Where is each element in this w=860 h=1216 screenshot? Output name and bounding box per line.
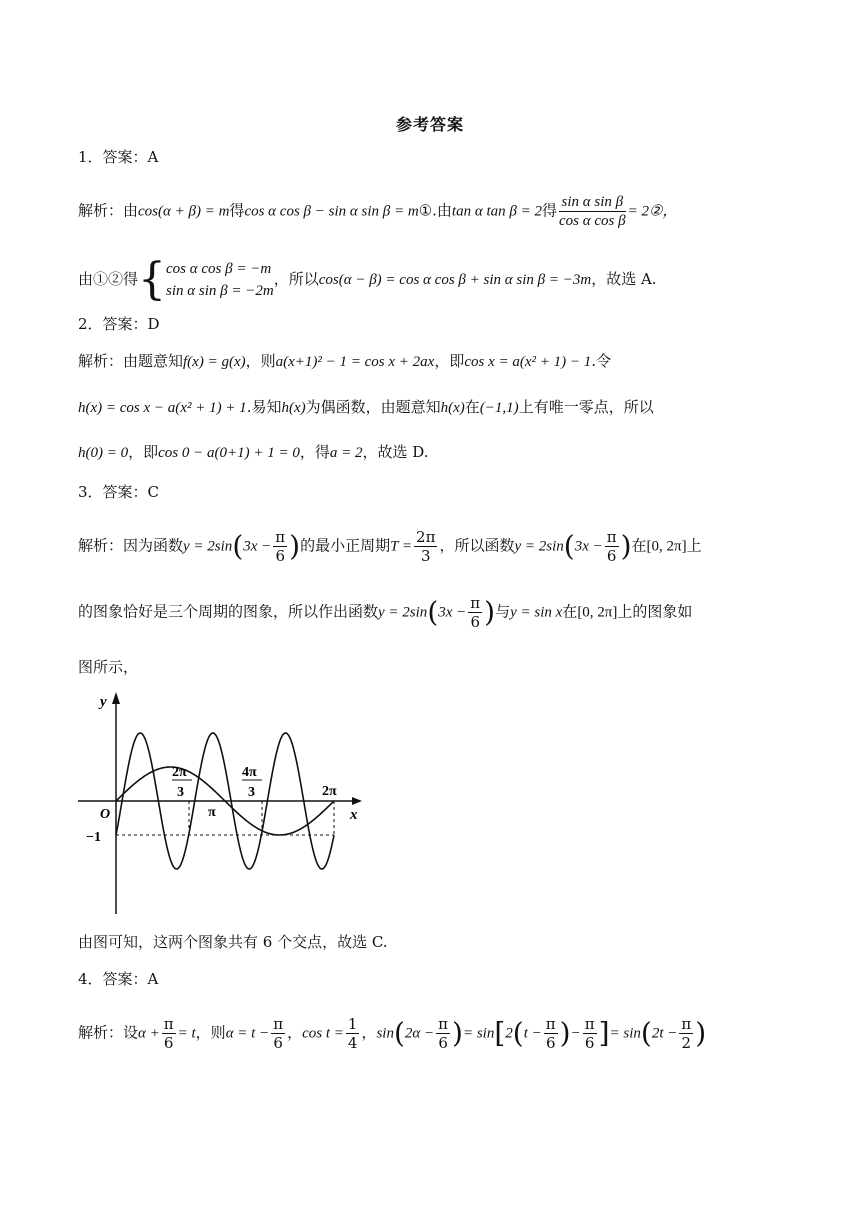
two-den: 2: [681, 1034, 692, 1052]
paren-close: ): [620, 529, 632, 563]
q2-text-a: 解析：由题意知: [78, 352, 184, 370]
q4-answer: 4．答案：A: [78, 970, 159, 988]
q4-pi-over-6-c: [436, 1015, 450, 1052]
paren-close: ): [452, 1016, 463, 1050]
q1-expr-e: tan α tan β = 2: [451, 203, 542, 220]
paren-open: (: [563, 529, 575, 563]
y-axis-arrow: [112, 692, 120, 704]
q1-analysis-line2: [78, 254, 657, 305]
x-axis-label: x: [350, 807, 358, 823]
six-den: 6: [584, 1034, 595, 1052]
q4-analysis-line1: [78, 1015, 706, 1052]
tick-2pi: 2π: [322, 784, 337, 799]
q3-sinx: y = sin x: [510, 604, 563, 621]
q3-pi-over-6-c: [468, 594, 482, 631]
q3-text-d: 的最小正周期: [300, 536, 391, 555]
q3-pi-over-6-b: [605, 528, 619, 565]
q2-analysis-line2: [78, 396, 654, 419]
q4-expr-o: = sin: [609, 1025, 641, 1042]
q4-expr-p: 2t −: [651, 1025, 678, 1042]
q2-expr-l2g: (−1,1): [479, 400, 519, 416]
q3-interval: [0, 2π]: [646, 538, 687, 555]
q2-text-l2f: 在: [464, 398, 480, 416]
six-den: 6: [273, 1034, 283, 1052]
pi-num: π: [275, 528, 286, 546]
q2-expr-h: h(x) = cos x − a(x² + 1) + 1: [78, 400, 247, 416]
paren-open: (: [427, 595, 439, 629]
six-den: 6: [275, 547, 285, 565]
q3-analysis-line3: 图所示，: [78, 658, 139, 676]
q4-expr-m: t −: [523, 1025, 542, 1042]
q1-text-f: 得: [541, 201, 557, 220]
q2-expr-l3a: h(0) = 0: [78, 445, 129, 461]
q4-text-h: ，: [361, 1023, 377, 1042]
q2-text-e: ，即: [434, 352, 465, 370]
q3-conclusion: 由图可知，这两个图象共有 6 个交点，故选 C.: [78, 933, 388, 951]
tick-4pi3-num: 4π: [242, 765, 257, 780]
pi-num: π: [606, 528, 617, 546]
q4-expr-n: −: [570, 1025, 581, 1042]
q3-2pi-over-3: [414, 528, 437, 565]
q3-func-label-3: y = 2sin: [378, 604, 428, 621]
q2-text-c: ，则: [245, 352, 276, 370]
q3-graph: [78, 688, 378, 918]
paren-open: (: [512, 1016, 524, 1050]
three-den: 3: [420, 547, 431, 565]
paren-open: (: [393, 1016, 405, 1050]
q3-text-l2e: 上的图象如: [617, 602, 693, 621]
six-den: 6: [163, 1034, 174, 1052]
six-den: 6: [470, 613, 480, 631]
q3-func-label: y = 2sin: [183, 538, 233, 555]
q2-expr-l3c: cos 0 − a(0+1) + 1 = 0: [158, 445, 300, 461]
q4-text-a: 解析：设: [78, 1023, 139, 1042]
q1-expr-g: = 2②，: [627, 203, 678, 220]
q2-text-g: .令: [591, 352, 612, 370]
q4-one-quarter: [346, 1015, 360, 1052]
pi-num: π: [545, 1015, 556, 1033]
tick-pi: π: [208, 805, 216, 820]
q1-text-d: ①.由: [418, 201, 452, 220]
pi-num: π: [681, 1015, 692, 1033]
paren-close: ): [695, 1016, 707, 1050]
q2-answer: 2．答案：D: [78, 315, 160, 333]
q3-arg: 3x −: [243, 538, 272, 555]
paren-close: ): [289, 529, 301, 563]
paren-open: (: [232, 529, 244, 563]
q4-pi-over-6-b: [271, 1015, 285, 1052]
q2-text-l3b: ，即: [128, 443, 159, 461]
q3-analysis-line1: [78, 528, 702, 565]
origin-label: O: [100, 807, 111, 822]
q3-period: T =: [390, 538, 413, 555]
q4-sin: sin: [376, 1025, 394, 1042]
q4-pi-over-6-e: [583, 1015, 597, 1052]
q1-text-l2a: 由①②得: [78, 270, 139, 288]
q4-pi-over-6: [162, 1015, 176, 1052]
q1-expr-a: cos(α + β) = m: [138, 203, 230, 220]
q4-expr-e: α = t −: [225, 1025, 270, 1042]
q1-analysis-line1: [78, 193, 677, 230]
q2-expr-f: cos x = a(x² + 1) − 1: [464, 354, 592, 370]
pi-num: π: [470, 594, 481, 612]
two-pi-num: 2π: [416, 528, 436, 546]
q1-sys-eq2: sin α sin β = −2m: [166, 283, 274, 299]
tick-2pi3-den: 3: [177, 785, 184, 800]
q1-text-l2d: ，故选 A.: [591, 270, 657, 288]
q3-func-label-2: y = 2sin: [514, 538, 564, 555]
q1-sys-eq1: cos α cos β = −m: [166, 261, 272, 277]
paren-close: ): [484, 595, 496, 629]
q4-pi-over-6-d: [544, 1015, 558, 1052]
q3-pi-over-6: [273, 528, 287, 565]
four-den: 4: [347, 1034, 358, 1052]
q4-expr-k: = sin: [462, 1025, 495, 1042]
q2-expr-l2e: h(x): [440, 400, 465, 416]
tick-4pi3-den: 3: [248, 785, 255, 800]
six-den: 6: [606, 547, 617, 565]
q3-answer: 3．答案：C: [78, 483, 160, 501]
q2-expr-l2c: h(x): [281, 400, 306, 416]
q2-text-l2b: .易知: [246, 398, 282, 416]
pi-num: π: [273, 1015, 284, 1033]
q1-frac-num: sin α sin β: [559, 193, 626, 212]
q2-text-l3f: ，故选 D.: [362, 443, 429, 461]
q2-analysis-line1: [78, 350, 611, 373]
minus-one-label: −1: [86, 830, 101, 845]
q4-expr-g: cos t =: [302, 1025, 344, 1042]
q1-expr-l2c: cos(α − β) = cos α cos β + sin α sin β = −3m: [318, 272, 592, 288]
q1-fraction: [559, 193, 626, 230]
q3-arg-3: 3x −: [438, 604, 467, 621]
six-den: 6: [545, 1034, 556, 1052]
q1-frac-den: cos α cos β: [559, 213, 626, 229]
q4-text-d: ，则: [195, 1023, 226, 1042]
pi-num: π: [584, 1015, 595, 1033]
q1-label: 解析：由: [78, 201, 139, 220]
q3-text-l2d: 在: [562, 602, 578, 621]
q4-expr-b: α +: [138, 1025, 160, 1042]
bracket-close: ]: [598, 1016, 610, 1050]
q3-text-a: 解析：因为函数: [78, 536, 184, 555]
page-title: 参考答案: [395, 115, 464, 134]
q2-text-l2h: 上有唯一零点，所以: [518, 398, 654, 416]
x-axis-arrow: [352, 797, 362, 805]
paren-open: (: [640, 1016, 652, 1050]
tick-2pi3-num: 2π: [172, 765, 187, 780]
q3-text-f: ，所以函数: [439, 536, 515, 555]
q4-expr-c: = t: [177, 1025, 196, 1042]
q1-text-b: 得: [229, 201, 245, 220]
q3-text-h: 上: [686, 536, 702, 555]
q1-text-l2b: ，所以: [273, 270, 319, 288]
one-num: 1: [347, 1015, 358, 1033]
q2-expr-b: f(x) = g(x): [183, 354, 246, 370]
q3-arg-2: 3x −: [574, 538, 603, 555]
system-brace: {: [138, 254, 167, 305]
paren-close: ): [559, 1016, 571, 1050]
q2-analysis-line3: [78, 441, 429, 464]
bracket-open: [: [494, 1016, 506, 1050]
q4-text-f: ，: [287, 1023, 303, 1042]
q4-expr-j: 2α −: [404, 1025, 435, 1042]
q3-interval-2: [0, 2π]: [577, 604, 618, 621]
q2-text-l2d: 为偶函数，由题意知: [305, 398, 441, 416]
q1-system: [166, 258, 274, 302]
q3-text-l2a: 的图象恰好是三个周期的图象，所以作出函数: [78, 602, 379, 621]
q2-text-l3d: ，得: [299, 443, 330, 461]
q3-text-l2b: 与: [495, 602, 511, 621]
q3-text-g: 在: [631, 536, 647, 555]
q3-analysis-line2: [78, 594, 692, 631]
q2-expr-d: a(x+1)² − 1 = cos x + 2ax: [275, 354, 435, 370]
q4-expr-l: 2: [505, 1025, 513, 1042]
q1-expr-c: cos α cos β − sin α sin β = m: [244, 203, 419, 220]
six-den: 6: [438, 1034, 448, 1052]
q1-answer: 1．答案：A: [78, 148, 159, 166]
y-axis-label: y: [100, 694, 107, 710]
pi-num: π: [163, 1015, 174, 1033]
q2-expr-l3e: a = 2: [329, 445, 363, 461]
q4-pi-over-2: [679, 1015, 693, 1052]
pi-num: π: [438, 1015, 449, 1033]
